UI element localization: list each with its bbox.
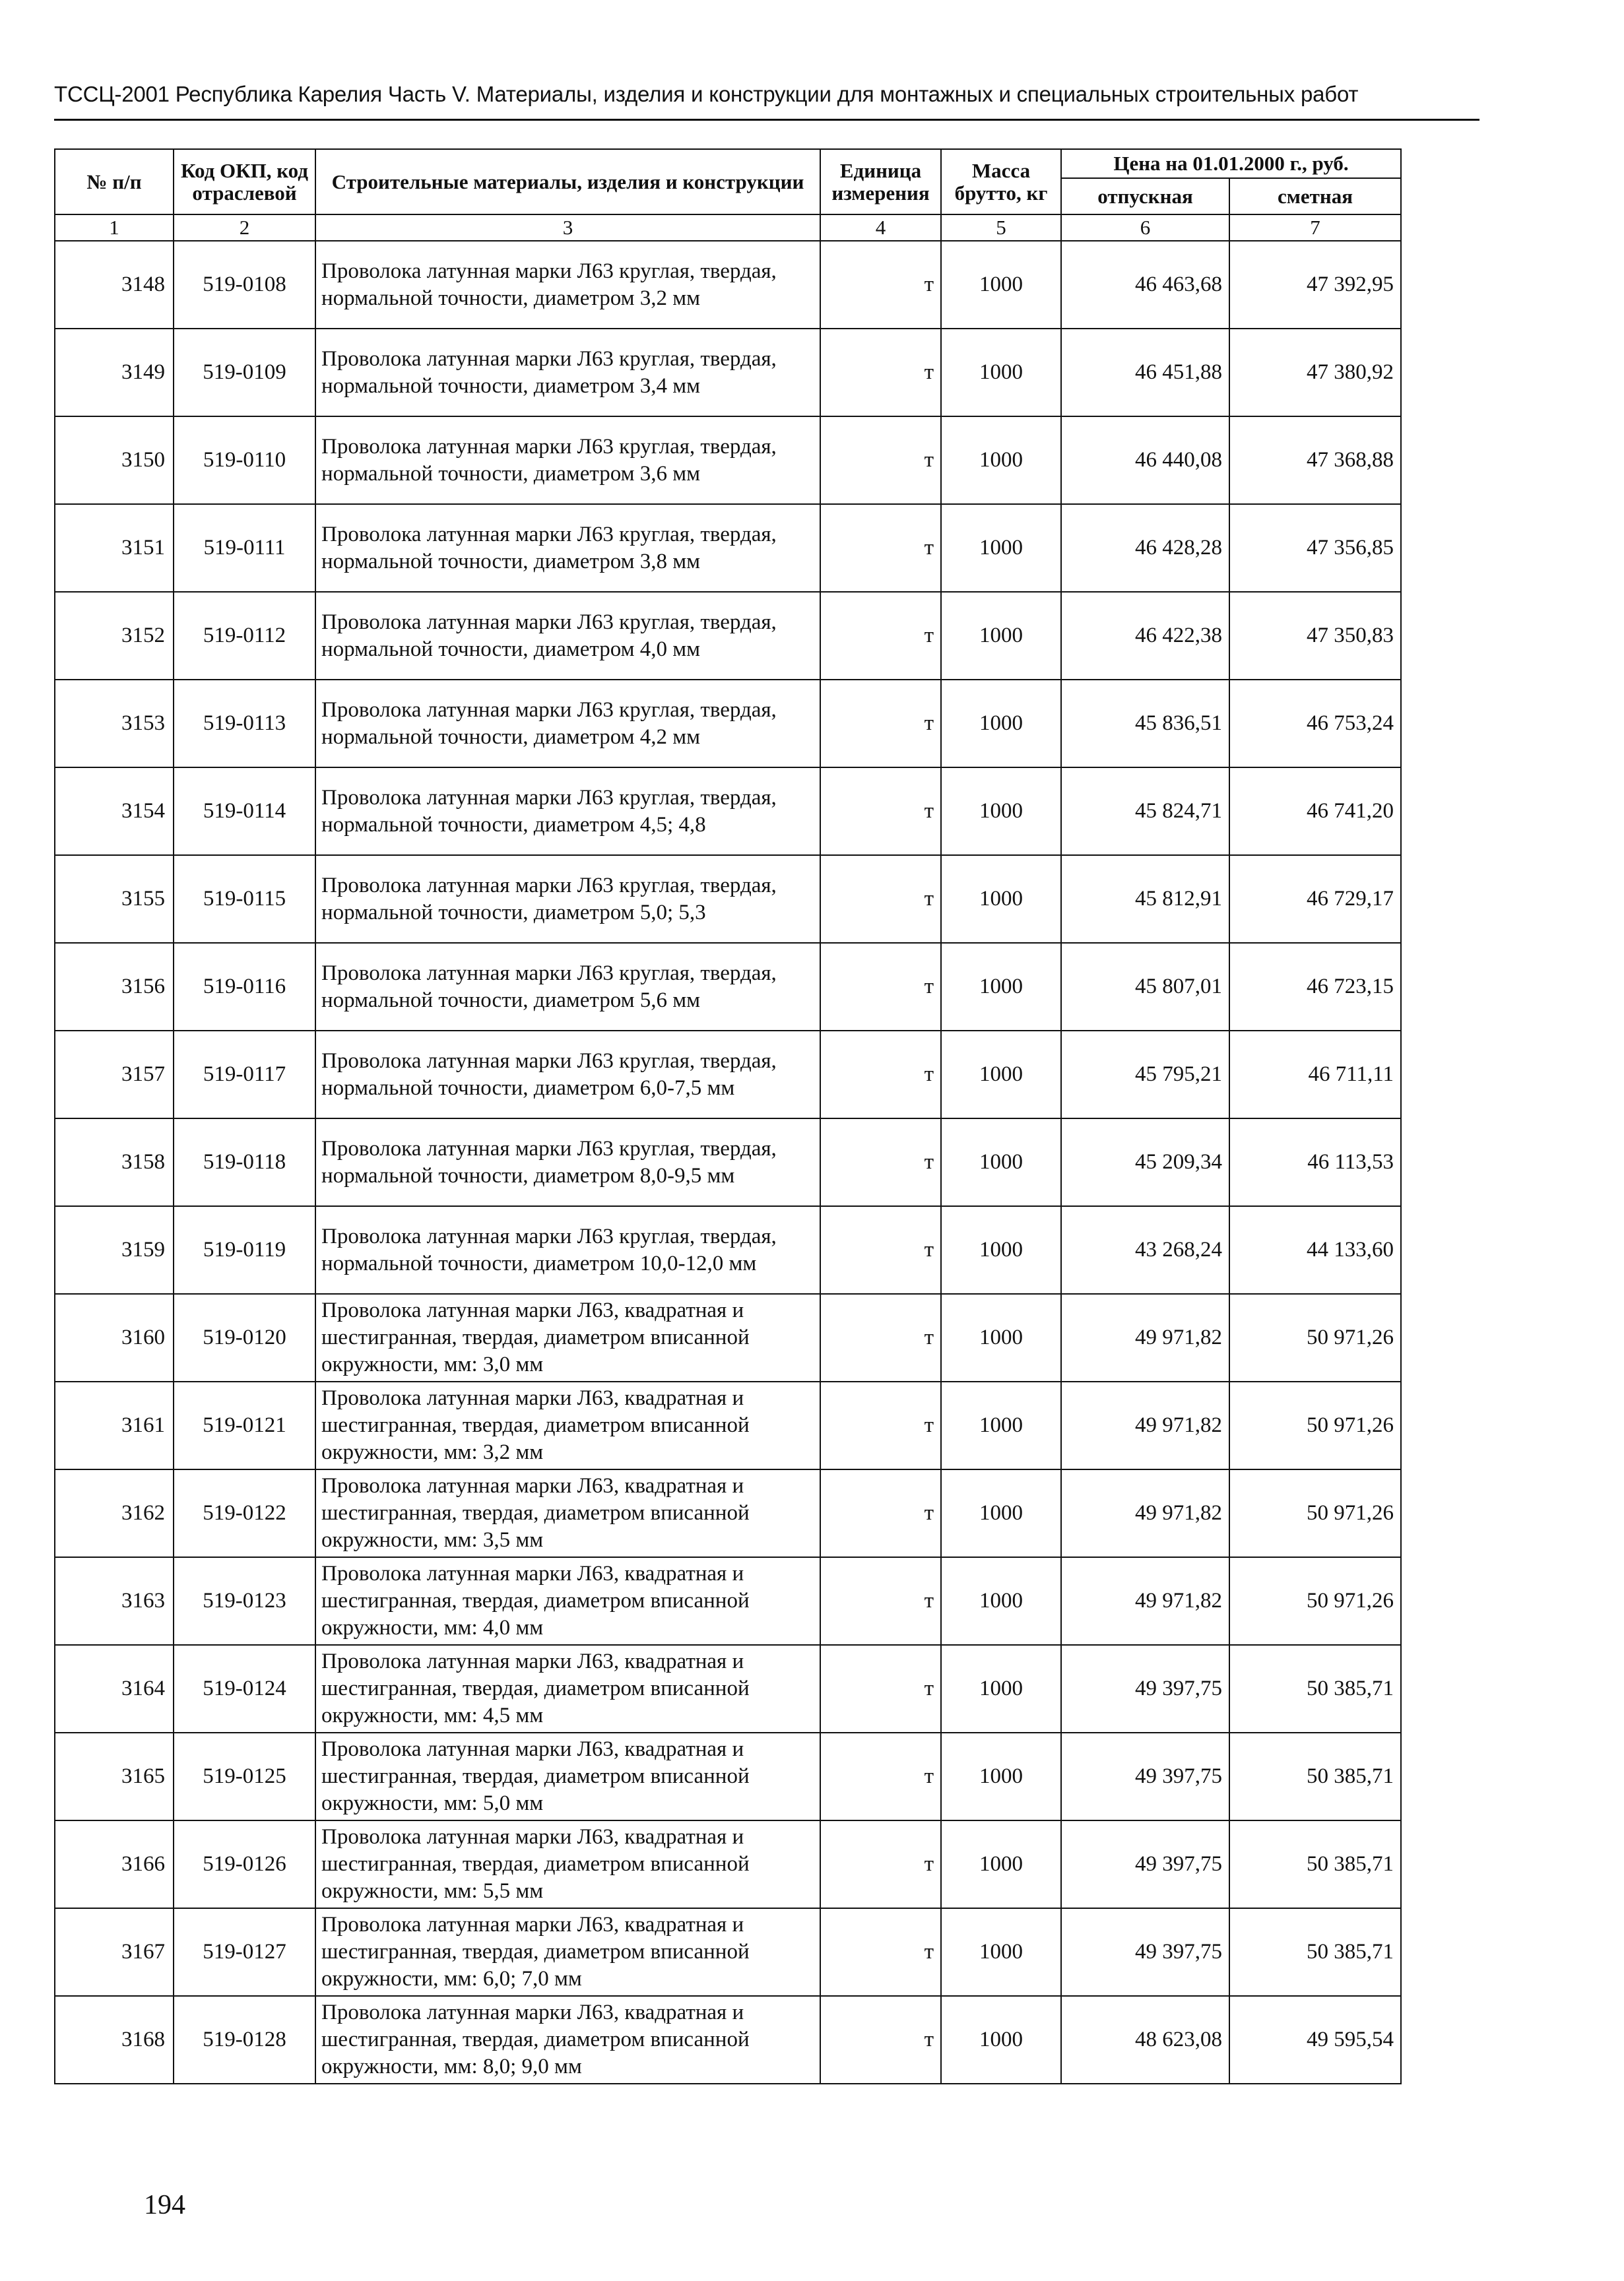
row-price-release: 45 795,21: [1061, 1031, 1229, 1118]
row-number: 3153: [55, 680, 174, 767]
row-unit: т: [820, 416, 941, 504]
row-number: 3152: [55, 592, 174, 680]
header-price-estimate: сметная: [1229, 178, 1401, 214]
row-code: 519-0116: [174, 943, 315, 1031]
row-number: 3165: [55, 1733, 174, 1820]
table-row: [55, 1206, 1401, 1294]
row-price-estimate: 47 380,92: [1229, 329, 1401, 416]
row-mass: 1000: [941, 504, 1061, 592]
row-name: Проволока латунная марки Л63 круглая, твердая, нормальной точности, диаметром 4,0 мм: [315, 592, 820, 680]
row-price-estimate: 50 971,26: [1229, 1469, 1401, 1557]
row-price-release: 49 971,82: [1061, 1382, 1229, 1469]
row-code: 519-0118: [174, 1118, 315, 1206]
row-unit: т: [820, 1645, 941, 1733]
row-unit: т: [820, 1996, 941, 2084]
row-price-estimate: 47 368,88: [1229, 416, 1401, 504]
row-mass: 1000: [941, 1645, 1061, 1733]
row-unit: т: [820, 1733, 941, 1820]
header-num: № п/п: [55, 149, 174, 214]
row-price-estimate: 46 753,24: [1229, 680, 1401, 767]
row-price-estimate: 46 723,15: [1229, 943, 1401, 1031]
row-name: Проволока латунная марки Л63, квадратная и шестигранная, твердая, диаметром вписанной окружности, мм: 6,0; 7,0 мм: [315, 1908, 820, 1996]
column-number: 1: [55, 214, 174, 241]
table-row: [55, 592, 1401, 680]
header-unit: Единица измерения: [820, 149, 941, 214]
row-price-estimate: 46 741,20: [1229, 767, 1401, 855]
row-unit: т: [820, 592, 941, 680]
row-code: 519-0113: [174, 680, 315, 767]
table-row: [55, 767, 1401, 855]
row-code: 519-0119: [174, 1206, 315, 1294]
row-name: Проволока латунная марки Л63 круглая, твердая, нормальной точности, диаметром 8,0-9,5 мм: [315, 1118, 820, 1206]
row-number: 3151: [55, 504, 174, 592]
row-mass: 1000: [941, 241, 1061, 329]
row-price-estimate: 46 711,11: [1229, 1031, 1401, 1118]
row-mass: 1000: [941, 1294, 1061, 1382]
table-row: [55, 1382, 1401, 1469]
row-price-estimate: 50 385,71: [1229, 1820, 1401, 1908]
row-number: 3163: [55, 1557, 174, 1645]
row-price-release: 49 971,82: [1061, 1557, 1229, 1645]
header-name: Строительные материалы, изделия и конструкции: [315, 149, 820, 214]
column-numbers-row: [55, 214, 1401, 241]
row-price-release: 46 463,68: [1061, 241, 1229, 329]
header-mass: Масса брутто, кг: [941, 149, 1061, 214]
row-unit: т: [820, 1820, 941, 1908]
row-code: 519-0117: [174, 1031, 315, 1118]
row-price-estimate: 44 133,60: [1229, 1206, 1401, 1294]
table-row: [55, 943, 1401, 1031]
row-number: 3157: [55, 1031, 174, 1118]
column-number: 6: [1061, 214, 1229, 241]
row-code: 519-0128: [174, 1996, 315, 2084]
row-unit: т: [820, 1294, 941, 1382]
row-name: Проволока латунная марки Л63 круглая, твердая, нормальной точности, диаметром 5,0; 5,3: [315, 855, 820, 943]
row-name: Проволока латунная марки Л63 круглая, твердая, нормальной точности, диаметром 4,2 мм: [315, 680, 820, 767]
page-number: 194: [144, 2190, 185, 2220]
page-header-title: ТССЦ-2001 Республика Карелия Часть V. Материалы, изделия и конструкции для монтажных и специальных строительных работ: [54, 82, 1359, 106]
row-mass: 1000: [941, 1118, 1061, 1206]
row-price-release: 48 623,08: [1061, 1996, 1229, 2084]
row-price-release: 43 268,24: [1061, 1206, 1229, 1294]
row-mass: 1000: [941, 943, 1061, 1031]
column-number: 7: [1229, 214, 1401, 241]
row-name: Проволока латунная марки Л63, квадратная и шестигранная, твердая, диаметром вписанной окружности, мм: 8,0; 9,0 мм: [315, 1996, 820, 2084]
row-unit: т: [820, 1206, 941, 1294]
header-code: Код ОКП, код отраслевой: [174, 149, 315, 214]
column-number: 2: [174, 214, 315, 241]
row-name: Проволока латунная марки Л63 круглая, твердая, нормальной точности, диаметром 3,6 мм: [315, 416, 820, 504]
row-name: Проволока латунная марки Л63 круглая, твердая, нормальной точности, диаметром 3,2 мм: [315, 241, 820, 329]
row-name: Проволока латунная марки Л63, квадратная и шестигранная, твердая, диаметром вписанной окружности, мм: 4,0 мм: [315, 1557, 820, 1645]
header-price-group: Цена на 01.01.2000 г., руб.: [1061, 149, 1401, 178]
row-mass: 1000: [941, 1469, 1061, 1557]
row-number: 3154: [55, 767, 174, 855]
row-price-estimate: 50 385,71: [1229, 1733, 1401, 1820]
row-price-estimate: 50 385,71: [1229, 1908, 1401, 1996]
row-code: 519-0112: [174, 592, 315, 680]
price-table: [54, 148, 1402, 2084]
row-price-estimate: 47 392,95: [1229, 241, 1401, 329]
row-number: 3167: [55, 1908, 174, 1996]
row-number: 3160: [55, 1294, 174, 1382]
table-header: [55, 149, 1401, 241]
row-code: 519-0123: [174, 1557, 315, 1645]
row-price-release: 49 397,75: [1061, 1820, 1229, 1908]
row-unit: т: [820, 1031, 941, 1118]
row-name: Проволока латунная марки Л63 круглая, твердая, нормальной точности, диаметром 6,0-7,5 мм: [315, 1031, 820, 1118]
row-number: 3166: [55, 1820, 174, 1908]
row-price-estimate: 50 971,26: [1229, 1294, 1401, 1382]
table-row: [55, 1645, 1401, 1733]
row-mass: 1000: [941, 855, 1061, 943]
row-name: Проволока латунная марки Л63, квадратная и шестигранная, твердая, диаметром вписанной окружности, мм: 3,2 мм: [315, 1382, 820, 1469]
row-code: 519-0120: [174, 1294, 315, 1382]
table-row: [55, 1996, 1401, 2084]
row-mass: 1000: [941, 1996, 1061, 2084]
row-mass: 1000: [941, 592, 1061, 680]
row-mass: 1000: [941, 1557, 1061, 1645]
row-mass: 1000: [941, 1382, 1061, 1469]
row-price-release: 45 824,71: [1061, 767, 1229, 855]
row-price-release: 45 209,34: [1061, 1118, 1229, 1206]
row-price-release: 45 836,51: [1061, 680, 1229, 767]
table-row: [55, 1820, 1401, 1908]
row-price-estimate: 46 729,17: [1229, 855, 1401, 943]
table-row: [55, 329, 1401, 416]
row-name: Проволока латунная марки Л63, квадратная и шестигранная, твердая, диаметром вписанной окружности, мм: 5,5 мм: [315, 1820, 820, 1908]
row-number: 3159: [55, 1206, 174, 1294]
table-row: [55, 416, 1401, 504]
row-code: 519-0126: [174, 1820, 315, 1908]
row-code: 519-0108: [174, 241, 315, 329]
row-price-estimate: 50 971,26: [1229, 1382, 1401, 1469]
row-price-release: 49 397,75: [1061, 1733, 1229, 1820]
row-name: Проволока латунная марки Л63 круглая, твердая, нормальной точности, диаметром 4,5; 4,8: [315, 767, 820, 855]
row-price-release: 49 397,75: [1061, 1908, 1229, 1996]
row-name: Проволока латунная марки Л63 круглая, твердая, нормальной точности, диаметром 10,0-12,0 мм: [315, 1206, 820, 1294]
row-code: 519-0125: [174, 1733, 315, 1820]
row-price-estimate: 50 385,71: [1229, 1645, 1401, 1733]
row-code: 519-0110: [174, 416, 315, 504]
row-unit: т: [820, 329, 941, 416]
row-price-estimate: 47 350,83: [1229, 592, 1401, 680]
row-price-release: 49 971,82: [1061, 1469, 1229, 1557]
row-price-release: 45 812,91: [1061, 855, 1229, 943]
table-body: [55, 241, 1401, 2084]
column-number: 3: [315, 214, 820, 241]
row-code: 519-0109: [174, 329, 315, 416]
row-price-release: 49 971,82: [1061, 1294, 1229, 1382]
column-number: 4: [820, 214, 941, 241]
row-unit: т: [820, 680, 941, 767]
row-number: 3158: [55, 1118, 174, 1206]
row-number: 3164: [55, 1645, 174, 1733]
table-row: [55, 855, 1401, 943]
row-price-release: 45 807,01: [1061, 943, 1229, 1031]
header-divider: [54, 119, 1479, 121]
row-mass: 1000: [941, 767, 1061, 855]
row-name: Проволока латунная марки Л63, квадратная и шестигранная, твердая, диаметром вписанной окружности, мм: 3,5 мм: [315, 1469, 820, 1557]
row-name: Проволока латунная марки Л63 круглая, твердая, нормальной точности, диаметром 5,6 мм: [315, 943, 820, 1031]
row-mass: 1000: [941, 1908, 1061, 1996]
row-number: 3168: [55, 1996, 174, 2084]
row-price-estimate: 46 113,53: [1229, 1118, 1401, 1206]
row-name: Проволока латунная марки Л63 круглая, твердая, нормальной точности, диаметром 3,8 мм: [315, 504, 820, 592]
row-mass: 1000: [941, 1733, 1061, 1820]
row-name: Проволока латунная марки Л63, квадратная и шестигранная, твердая, диаметром вписанной окружности, мм: 3,0 мм: [315, 1294, 820, 1382]
row-unit: т: [820, 1557, 941, 1645]
row-mass: 1000: [941, 329, 1061, 416]
row-code: 519-0111: [174, 504, 315, 592]
table-row: [55, 1469, 1401, 1557]
row-code: 519-0127: [174, 1908, 315, 1996]
table-row: [55, 1557, 1401, 1645]
row-unit: т: [820, 241, 941, 329]
column-number: 5: [941, 214, 1061, 241]
row-price-release: 46 422,38: [1061, 592, 1229, 680]
table-row: [55, 1031, 1401, 1118]
row-unit: т: [820, 1469, 941, 1557]
row-unit: т: [820, 943, 941, 1031]
row-price-release: 46 451,88: [1061, 329, 1229, 416]
row-code: 519-0122: [174, 1469, 315, 1557]
row-number: 3150: [55, 416, 174, 504]
row-unit: т: [820, 855, 941, 943]
row-unit: т: [820, 1382, 941, 1469]
row-code: 519-0114: [174, 767, 315, 855]
header-price-release: отпускная: [1061, 178, 1229, 214]
row-price-release: 46 440,08: [1061, 416, 1229, 504]
row-number: 3149: [55, 329, 174, 416]
table-row: [55, 1908, 1401, 1996]
row-price-estimate: 47 356,85: [1229, 504, 1401, 592]
row-mass: 1000: [941, 1031, 1061, 1118]
row-code: 519-0124: [174, 1645, 315, 1733]
row-price-release: 46 428,28: [1061, 504, 1229, 592]
table-row: [55, 1733, 1401, 1820]
row-number: 3148: [55, 241, 174, 329]
row-price-release: 49 397,75: [1061, 1645, 1229, 1733]
row-mass: 1000: [941, 680, 1061, 767]
table-row: [55, 241, 1401, 329]
row-mass: 1000: [941, 1206, 1061, 1294]
row-unit: т: [820, 1118, 941, 1206]
row-unit: т: [820, 504, 941, 592]
table-row: [55, 1294, 1401, 1382]
table-row: [55, 680, 1401, 767]
row-unit: т: [820, 1908, 941, 1996]
table-row: [55, 1118, 1401, 1206]
row-code: 519-0121: [174, 1382, 315, 1469]
row-name: Проволока латунная марки Л63, квадратная и шестигранная, твердая, диаметром вписанной окружности, мм: 4,5 мм: [315, 1645, 820, 1733]
row-number: 3162: [55, 1469, 174, 1557]
row-number: 3155: [55, 855, 174, 943]
row-number: 3156: [55, 943, 174, 1031]
row-unit: т: [820, 767, 941, 855]
row-price-estimate: 49 595,54: [1229, 1996, 1401, 2084]
row-mass: 1000: [941, 416, 1061, 504]
table-row: [55, 504, 1401, 592]
row-price-estimate: 50 971,26: [1229, 1557, 1401, 1645]
row-name: Проволока латунная марки Л63 круглая, твердая, нормальной точности, диаметром 3,4 мм: [315, 329, 820, 416]
row-mass: 1000: [941, 1820, 1061, 1908]
row-number: 3161: [55, 1382, 174, 1469]
row-code: 519-0115: [174, 855, 315, 943]
row-name: Проволока латунная марки Л63, квадратная и шестигранная, твердая, диаметром вписанной окружности, мм: 5,0 мм: [315, 1733, 820, 1820]
